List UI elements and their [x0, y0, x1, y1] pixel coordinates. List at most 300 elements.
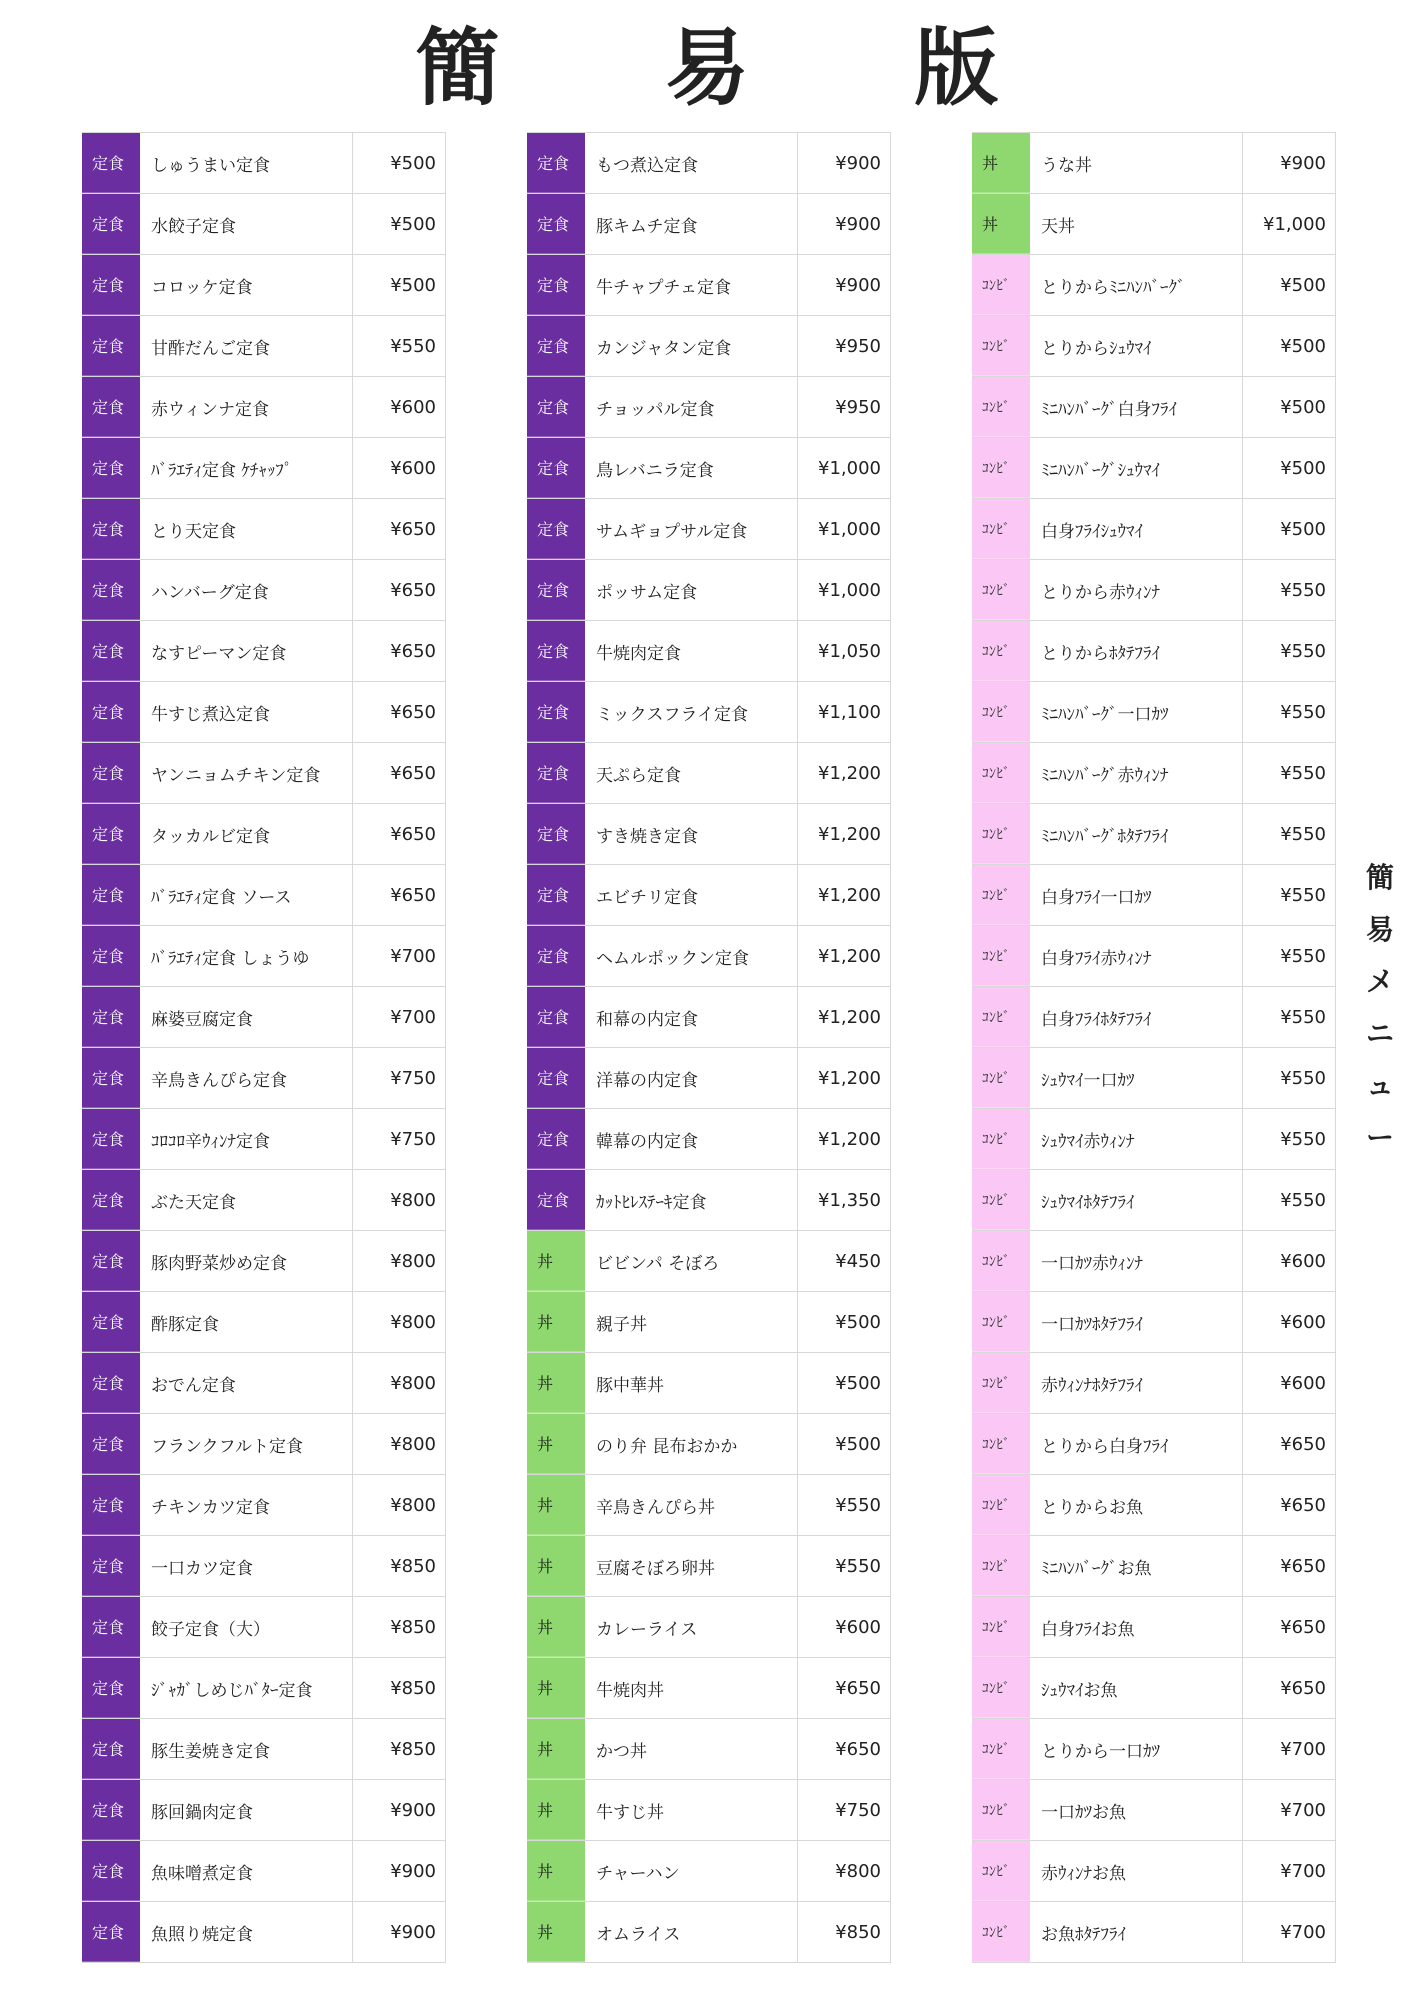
category-badge: 定食: [527, 621, 585, 681]
item-price: ¥950: [798, 316, 891, 376]
category-badge: 定食: [82, 1353, 140, 1413]
category-badge: 丼: [972, 133, 1030, 193]
menu-row: [82, 1170, 446, 1231]
menu-row: [527, 1231, 891, 1292]
category-badge: ｺﾝﾋﾞ: [972, 1536, 1030, 1596]
menu-row: [972, 621, 1336, 682]
item-name: チョッパル定食: [585, 377, 798, 437]
category-badge: 定食: [527, 133, 585, 193]
side-label-char: メ: [1365, 965, 1394, 998]
menu-row: [82, 1841, 446, 1902]
item-price: ¥850: [353, 1597, 446, 1657]
menu-row: [82, 804, 446, 865]
menu-row: [82, 865, 446, 926]
category-badge: 定食: [527, 1048, 585, 1108]
menu-row: [972, 377, 1336, 438]
menu-row: [527, 1292, 891, 1353]
menu-row: [972, 804, 1336, 865]
item-price: ¥650: [353, 499, 446, 559]
menu-column-2: [527, 132, 891, 1963]
item-name: ｶｯﾄﾋﾚｽﾃｰｷ定食: [585, 1170, 798, 1230]
item-price: ¥800: [798, 1841, 891, 1901]
menu-row: [82, 1231, 446, 1292]
category-badge: 定食: [527, 865, 585, 925]
category-badge: ｺﾝﾋﾞ: [972, 1597, 1030, 1657]
item-name: ぶた天定食: [140, 1170, 353, 1230]
item-name: 赤ウィンナ定食: [140, 377, 353, 437]
category-badge: 定食: [527, 1170, 585, 1230]
category-badge: 定食: [82, 194, 140, 254]
category-badge: ｺﾝﾋﾞ: [972, 865, 1030, 925]
menu-row: [527, 1658, 891, 1719]
menu-row: [972, 1719, 1336, 1780]
item-price: ¥700: [353, 987, 446, 1047]
item-price: ¥600: [798, 1597, 891, 1657]
category-badge: 定食: [82, 560, 140, 620]
item-price: ¥600: [353, 377, 446, 437]
item-price: ¥500: [798, 1292, 891, 1352]
menu-row: [82, 1353, 446, 1414]
menu-row: [527, 255, 891, 316]
item-name: サムギョプサル定食: [585, 499, 798, 559]
menu-row: [82, 987, 446, 1048]
item-price: ¥500: [798, 1414, 891, 1474]
category-badge: ｺﾝﾋﾞ: [972, 1902, 1030, 1962]
menu-row: [82, 1780, 446, 1841]
item-name: なすピーマン定食: [140, 621, 353, 681]
item-name: ミックスフライ定食: [585, 682, 798, 742]
item-price: ¥500: [353, 194, 446, 254]
item-price: ¥650: [798, 1719, 891, 1779]
side-label: [1362, 852, 1398, 1164]
menu-row: [527, 194, 891, 255]
menu-row: [972, 1780, 1336, 1841]
menu-column-1: [82, 132, 446, 1963]
item-name: ｼｭｳﾏｲお魚: [1030, 1658, 1243, 1718]
category-badge: 定食: [82, 1475, 140, 1535]
menu-row: [82, 1719, 446, 1780]
category-badge: ｺﾝﾋﾞ: [972, 621, 1030, 681]
menu-row: [972, 682, 1336, 743]
item-price: ¥650: [1243, 1475, 1336, 1535]
side-label-char: ュ: [1365, 1069, 1394, 1102]
item-price: ¥800: [353, 1353, 446, 1413]
item-price: ¥650: [1243, 1536, 1336, 1596]
item-price: ¥1,200: [798, 804, 891, 864]
item-name: 白身ﾌﾗｲ赤ｳｨﾝﾅ: [1030, 926, 1243, 986]
menu-row: [82, 1597, 446, 1658]
item-price: ¥800: [353, 1292, 446, 1352]
item-name: ｼｭｳﾏｲ一口ｶﾂ: [1030, 1048, 1243, 1108]
menu-row: [972, 560, 1336, 621]
menu-row: [82, 255, 446, 316]
category-badge: ｺﾝﾋﾞ: [972, 499, 1030, 559]
menu-row: [972, 865, 1336, 926]
item-price: ¥1,000: [798, 560, 891, 620]
item-price: ¥1,000: [1243, 194, 1336, 254]
menu-row: [527, 1109, 891, 1170]
menu-row: [972, 438, 1336, 499]
category-badge: 定食: [82, 499, 140, 559]
category-badge: ｺﾝﾋﾞ: [972, 1658, 1030, 1718]
item-name: ﾐﾆﾊﾝﾊﾞｰｸﾞ赤ｳｨﾝﾅ: [1030, 743, 1243, 803]
menu-row: [527, 133, 891, 194]
menu-row: [972, 1353, 1336, 1414]
item-price: ¥650: [798, 1658, 891, 1718]
item-name: 赤ｳｨﾝﾅﾎﾀﾃﾌﾗｲ: [1030, 1353, 1243, 1413]
item-price: ¥550: [1243, 1109, 1336, 1169]
category-badge: 定食: [82, 1231, 140, 1291]
item-price: ¥550: [1243, 621, 1336, 681]
category-badge: ｺﾝﾋﾞ: [972, 316, 1030, 376]
category-badge: 定食: [527, 316, 585, 376]
category-badge: ｺﾝﾋﾞ: [972, 255, 1030, 315]
menu-row: [527, 1902, 891, 1963]
item-name: 辛鳥きんぴら定食: [140, 1048, 353, 1108]
menu-row: [82, 133, 446, 194]
category-badge: 丼: [527, 1902, 585, 1962]
item-price: ¥550: [1243, 987, 1336, 1047]
category-badge: ｺﾝﾋﾞ: [972, 743, 1030, 803]
item-price: ¥700: [353, 926, 446, 986]
item-name: 餃子定食（大）: [140, 1597, 353, 1657]
category-badge: ｺﾝﾋﾞ: [972, 926, 1030, 986]
item-price: ¥550: [1243, 1170, 1336, 1230]
item-price: ¥650: [353, 804, 446, 864]
category-badge: 定食: [527, 926, 585, 986]
item-name: ｺﾛｺﾛ辛ｳｨﾝﾅ定食: [140, 1109, 353, 1169]
item-name: とりから赤ｳｨﾝﾅ: [1030, 560, 1243, 620]
menu-row: [82, 1536, 446, 1597]
item-price: ¥550: [1243, 926, 1336, 986]
item-price: ¥700: [1243, 1719, 1336, 1779]
item-price: ¥650: [353, 621, 446, 681]
category-badge: 定食: [82, 621, 140, 681]
item-price: ¥900: [353, 1902, 446, 1962]
item-name: ﾊﾞﾗｴﾃｨ定食 ｹﾁｬｯﾌﾟ: [140, 438, 353, 498]
item-name: 白身ﾌﾗｲｼｭｳﾏｲ: [1030, 499, 1243, 559]
category-badge: 定食: [527, 560, 585, 620]
item-name: ハンバーグ定食: [140, 560, 353, 620]
menu-row: [527, 1719, 891, 1780]
category-badge: 丼: [527, 1475, 585, 1535]
category-badge: 定食: [527, 804, 585, 864]
menu-row: [972, 1292, 1336, 1353]
category-badge: 定食: [527, 987, 585, 1047]
category-badge: 丼: [527, 1597, 585, 1657]
category-badge: 丼: [527, 1414, 585, 1474]
item-price: ¥850: [353, 1658, 446, 1718]
item-name: 親子丼: [585, 1292, 798, 1352]
item-price: ¥550: [353, 316, 446, 376]
item-price: ¥500: [353, 133, 446, 193]
item-name: 豚生姜焼き定食: [140, 1719, 353, 1779]
menu-row: [527, 1353, 891, 1414]
category-badge: ｺﾝﾋﾞ: [972, 1475, 1030, 1535]
menu-row: [82, 1048, 446, 1109]
menu-row: [972, 316, 1336, 377]
item-name: ﾐﾆﾊﾝﾊﾞｰｸﾞｼｭｳﾏｲ: [1030, 438, 1243, 498]
item-name: タッカルビ定食: [140, 804, 353, 864]
menu-row: [82, 1902, 446, 1963]
item-name: フランクフルト定食: [140, 1414, 353, 1474]
item-price: ¥650: [353, 865, 446, 925]
item-price: ¥850: [353, 1719, 446, 1779]
menu-row: [972, 1597, 1336, 1658]
item-name: コロッケ定食: [140, 255, 353, 315]
item-price: ¥700: [1243, 1780, 1336, 1840]
menu-row: [527, 560, 891, 621]
item-name: 酢豚定食: [140, 1292, 353, 1352]
item-name: ｼﾞｬｶﾞしめじﾊﾞﾀｰ定食: [140, 1658, 353, 1718]
category-badge: ｺﾝﾋﾞ: [972, 377, 1030, 437]
item-name: 牛すじ煮込定食: [140, 682, 353, 742]
menu-row: [82, 1658, 446, 1719]
item-price: ¥950: [798, 377, 891, 437]
side-label-char: 易: [1365, 913, 1394, 946]
menu-row: [972, 255, 1336, 316]
item-name: ﾐﾆﾊﾝﾊﾞｰｸﾞお魚: [1030, 1536, 1243, 1596]
item-price: ¥650: [1243, 1658, 1336, 1718]
item-price: ¥600: [1243, 1353, 1336, 1413]
category-badge: 定食: [82, 1170, 140, 1230]
item-price: ¥550: [1243, 743, 1336, 803]
item-name: 牛すじ丼: [585, 1780, 798, 1840]
menu-column-3: [972, 132, 1336, 1963]
page-title: 簡 易 版: [415, 19, 1067, 117]
item-price: ¥550: [1243, 804, 1336, 864]
item-name: ﾐﾆﾊﾝﾊﾞｰｸﾞ一口ｶﾂ: [1030, 682, 1243, 742]
item-name: ｼｭｳﾏｲ赤ｳｨﾝﾅ: [1030, 1109, 1243, 1169]
menu-row: [972, 1170, 1336, 1231]
item-price: ¥900: [1243, 133, 1336, 193]
category-badge: 定食: [527, 682, 585, 742]
menu-row: [972, 1658, 1336, 1719]
menu-row: [527, 621, 891, 682]
item-price: ¥500: [798, 1353, 891, 1413]
item-price: ¥600: [353, 438, 446, 498]
item-price: ¥800: [353, 1170, 446, 1230]
category-badge: 定食: [82, 1414, 140, 1474]
item-price: ¥1,200: [798, 926, 891, 986]
item-name: 麻婆豆腐定食: [140, 987, 353, 1047]
menu-row: [82, 1292, 446, 1353]
menu-row: [972, 499, 1336, 560]
menu-row: [527, 865, 891, 926]
item-price: ¥800: [353, 1475, 446, 1535]
item-name: 豆腐そぼろ卵丼: [585, 1536, 798, 1596]
menu-row: [82, 499, 446, 560]
item-name: ﾊﾞﾗｴﾃｨ定食 ソース: [140, 865, 353, 925]
item-name: 洋幕の内定食: [585, 1048, 798, 1108]
menu-row: [972, 1841, 1336, 1902]
item-name: 豚回鍋肉定食: [140, 1780, 353, 1840]
item-name: 魚照り焼定食: [140, 1902, 353, 1962]
item-price: ¥1,200: [798, 743, 891, 803]
menu-row: [972, 743, 1336, 804]
item-name: 韓幕の内定食: [585, 1109, 798, 1169]
item-price: ¥700: [1243, 1902, 1336, 1962]
menu-row: [82, 682, 446, 743]
category-badge: 定食: [527, 438, 585, 498]
menu-row: [527, 377, 891, 438]
item-price: ¥650: [353, 560, 446, 620]
category-badge: 定食: [82, 1719, 140, 1779]
menu-row: [527, 1536, 891, 1597]
menu-row: [82, 743, 446, 804]
category-badge: 定食: [82, 987, 140, 1047]
category-badge: 定食: [527, 1109, 585, 1169]
category-badge: ｺﾝﾋﾞ: [972, 1292, 1030, 1352]
menu-row: [972, 926, 1336, 987]
menu-row: [82, 438, 446, 499]
item-price: ¥550: [1243, 560, 1336, 620]
item-name: とりからﾎﾀﾃﾌﾗｲ: [1030, 621, 1243, 681]
category-badge: ｺﾝﾋﾞ: [972, 438, 1030, 498]
menu-row: [972, 1048, 1336, 1109]
category-badge: 定食: [82, 255, 140, 315]
item-price: ¥600: [1243, 1231, 1336, 1291]
item-name: ｼｭｳﾏｲﾎﾀﾃﾌﾗｲ: [1030, 1170, 1243, 1230]
item-price: ¥550: [798, 1536, 891, 1596]
menu-row: [82, 1414, 446, 1475]
item-name: とりからﾐﾆﾊﾝﾊﾞｰｸﾞ: [1030, 255, 1243, 315]
category-badge: ｺﾝﾋﾞ: [972, 1414, 1030, 1474]
category-badge: 丼: [972, 194, 1030, 254]
category-badge: 定食: [82, 743, 140, 803]
item-name: 牛チャプチェ定食: [585, 255, 798, 315]
item-name: 甘酢だんご定食: [140, 316, 353, 376]
category-badge: 定食: [82, 682, 140, 742]
item-name: おでん定食: [140, 1353, 353, 1413]
menu-row: [527, 804, 891, 865]
menu-row: [82, 194, 446, 255]
item-name: とり天定食: [140, 499, 353, 559]
category-badge: 定食: [82, 1048, 140, 1108]
category-badge: ｺﾝﾋﾞ: [972, 1109, 1030, 1169]
category-badge: 定食: [82, 1780, 140, 1840]
category-badge: 定食: [82, 804, 140, 864]
item-name: 白身ﾌﾗｲ一口ｶﾂ: [1030, 865, 1243, 925]
category-badge: ｺﾝﾋﾞ: [972, 1719, 1030, 1779]
item-price: ¥900: [353, 1780, 446, 1840]
item-price: ¥1,050: [798, 621, 891, 681]
category-badge: 定食: [82, 865, 140, 925]
menu-row: [972, 987, 1336, 1048]
menu-row: [527, 438, 891, 499]
category-badge: ｺﾝﾋﾞ: [972, 987, 1030, 1047]
category-badge: 定食: [82, 1536, 140, 1596]
item-price: ¥500: [1243, 255, 1336, 315]
category-badge: ｺﾝﾋﾞ: [972, 560, 1030, 620]
item-name: とりからお魚: [1030, 1475, 1243, 1535]
menu-row: [972, 1475, 1336, 1536]
item-name: 豚キムチ定食: [585, 194, 798, 254]
item-name: 白身ﾌﾗｲﾎﾀﾃﾌﾗｲ: [1030, 987, 1243, 1047]
item-price: ¥650: [353, 682, 446, 742]
item-name: 一口ｶﾂﾎﾀﾃﾌﾗｲ: [1030, 1292, 1243, 1352]
menu-row: [82, 621, 446, 682]
item-price: ¥1,200: [798, 987, 891, 1047]
item-name: エビチリ定食: [585, 865, 798, 925]
item-price: ¥750: [353, 1109, 446, 1169]
item-name: 白身ﾌﾗｲお魚: [1030, 1597, 1243, 1657]
category-badge: 定食: [82, 1841, 140, 1901]
category-badge: ｺﾝﾋﾞ: [972, 1780, 1030, 1840]
item-name: 和幕の内定食: [585, 987, 798, 1047]
item-price: ¥900: [798, 255, 891, 315]
menu-row: [527, 499, 891, 560]
menu-row: [527, 926, 891, 987]
category-badge: 定食: [82, 133, 140, 193]
item-price: ¥700: [1243, 1841, 1336, 1901]
item-name: すき焼き定食: [585, 804, 798, 864]
menu-row: [82, 316, 446, 377]
side-label-char: ニ: [1365, 1017, 1394, 1050]
item-price: ¥550: [1243, 682, 1336, 742]
item-price: ¥500: [1243, 316, 1336, 376]
item-price: ¥800: [353, 1231, 446, 1291]
item-name: ポッサム定食: [585, 560, 798, 620]
item-price: ¥550: [1243, 865, 1336, 925]
category-badge: ｺﾝﾋﾞ: [972, 1231, 1030, 1291]
item-name: カンジャタン定食: [585, 316, 798, 376]
category-badge: 丼: [527, 1719, 585, 1779]
item-price: ¥650: [1243, 1597, 1336, 1657]
category-badge: 定食: [82, 1109, 140, 1169]
item-name: とりから一口ｶﾂ: [1030, 1719, 1243, 1779]
menu-row: [972, 194, 1336, 255]
side-label-char: ー: [1365, 1121, 1394, 1154]
item-name: ﾊﾞﾗｴﾃｨ定食 しょうゆ: [140, 926, 353, 986]
category-badge: 定食: [82, 1658, 140, 1718]
item-price: ¥650: [1243, 1414, 1336, 1474]
category-badge: 丼: [527, 1780, 585, 1840]
item-price: ¥900: [353, 1841, 446, 1901]
category-badge: 定食: [82, 316, 140, 376]
item-name: うな丼: [1030, 133, 1243, 193]
menu-row: [527, 987, 891, 1048]
menu-row: [527, 1597, 891, 1658]
category-badge: 定食: [527, 255, 585, 315]
item-price: ¥1,200: [798, 1048, 891, 1108]
menu-row: [82, 377, 446, 438]
category-badge: 定食: [527, 499, 585, 559]
item-price: ¥850: [798, 1902, 891, 1962]
item-price: ¥500: [353, 255, 446, 315]
menu-row: [972, 1109, 1336, 1170]
item-price: ¥1,200: [798, 865, 891, 925]
item-price: ¥900: [798, 133, 891, 193]
item-price: ¥1,350: [798, 1170, 891, 1230]
item-name: 一口カツ定食: [140, 1536, 353, 1596]
category-badge: 定食: [527, 377, 585, 437]
category-badge: 定食: [82, 926, 140, 986]
category-badge: 丼: [527, 1292, 585, 1352]
item-name: ヘムルポックン定食: [585, 926, 798, 986]
item-name: ビビンパ そぼろ: [585, 1231, 798, 1291]
item-price: ¥1,000: [798, 499, 891, 559]
item-price: ¥500: [1243, 499, 1336, 559]
category-badge: 定食: [527, 743, 585, 803]
category-badge: ｺﾝﾋﾞ: [972, 1170, 1030, 1230]
menu-row: [527, 1048, 891, 1109]
menu-row: [972, 1414, 1336, 1475]
item-price: ¥800: [353, 1414, 446, 1474]
item-price: ¥900: [798, 194, 891, 254]
item-price: ¥450: [798, 1231, 891, 1291]
item-price: ¥500: [1243, 438, 1336, 498]
